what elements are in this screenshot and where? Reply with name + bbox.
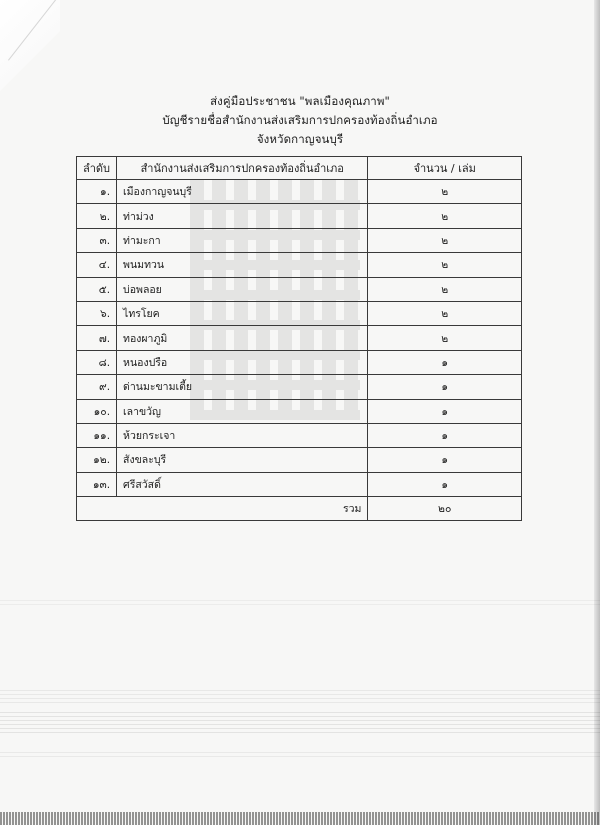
row-number: ๙. [77, 375, 117, 399]
row-number: ๑๒. [77, 448, 117, 472]
column-header-quantity: จำนวน / เล่ม [368, 157, 522, 180]
book-quantity: ๒ [368, 301, 522, 325]
scan-streak [0, 752, 600, 760]
row-number: ๓. [77, 228, 117, 252]
table-row [77, 350, 522, 374]
total-quantity: ๒๐ [368, 497, 522, 521]
table-row [77, 375, 522, 399]
book-quantity: ๒ [368, 180, 522, 204]
book-quantity: ๑ [368, 399, 522, 423]
book-quantity: ๒ [368, 277, 522, 301]
book-quantity: ๒ [368, 204, 522, 228]
office-list-table [76, 156, 522, 521]
office-name: เลาขวัญ [117, 399, 368, 423]
column-header-no: ลำดับ [77, 157, 117, 180]
table-row [77, 180, 522, 204]
row-number: ๑๓. [77, 472, 117, 496]
book-quantity: ๑ [368, 448, 522, 472]
scan-streak [0, 600, 600, 608]
table-header-row [77, 157, 522, 180]
row-number: ๒. [77, 204, 117, 228]
scan-streak [0, 690, 600, 706]
office-name: เมืองกาญจนบุรี [117, 180, 368, 204]
row-number: ๔. [77, 253, 117, 277]
table-row [77, 448, 522, 472]
total-row [77, 497, 522, 521]
row-number: ๑๑. [77, 423, 117, 447]
office-name: หนองปรือ [117, 350, 368, 374]
book-quantity: ๒ [368, 228, 522, 252]
scan-streak [0, 712, 600, 734]
table-row [77, 204, 522, 228]
office-name: ทองผาภูมิ [117, 326, 368, 350]
row-number: ๗. [77, 326, 117, 350]
table-row [77, 253, 522, 277]
book-quantity: ๑ [368, 423, 522, 447]
document-title: ส่งคู่มือประชาชน "พลเมืองคุณภาพ" [210, 94, 390, 108]
book-quantity: ๒ [368, 253, 522, 277]
book-quantity: ๑ [368, 472, 522, 496]
column-header-office: สำนักงานส่งเสริมการปกครองท้องถิ่นอำเภอ [117, 157, 368, 180]
row-number: ๘. [77, 350, 117, 374]
office-name: ท่ามะกา [117, 228, 368, 252]
province-name: จังหวัดกาญจนบุรี [256, 132, 344, 146]
table-row [77, 423, 522, 447]
book-quantity: ๑ [368, 350, 522, 374]
office-name: พนมทวน [117, 253, 368, 277]
office-name: ท่าม่วง [117, 204, 368, 228]
table-row [77, 301, 522, 325]
row-number: ๑๐. [77, 399, 117, 423]
office-name: สังขละบุรี [117, 448, 368, 472]
row-number: ๑. [77, 180, 117, 204]
office-name: ศรีสวัสดิ์ [117, 472, 368, 496]
document-subtitle: บัญชีรายชื่อสำนักงานส่งเสริมการปกครองท้องถิ่นอำเภอ [162, 113, 438, 127]
document-header [0, 92, 600, 149]
book-quantity: ๒ [368, 326, 522, 350]
table-row [77, 277, 522, 301]
row-number: ๕. [77, 277, 117, 301]
office-name: ห้วยกระเจา [117, 423, 368, 447]
office-name: ด่านมะขามเตี้ย [117, 375, 368, 399]
scan-streak [0, 812, 600, 825]
table-row [77, 399, 522, 423]
office-name: ไทรโยค [117, 301, 368, 325]
table-row [77, 228, 522, 252]
row-number: ๖. [77, 301, 117, 325]
book-quantity: ๑ [368, 375, 522, 399]
office-name: บ่อพลอย [117, 277, 368, 301]
table-row [77, 472, 522, 496]
table-row [77, 326, 522, 350]
total-label: รวม [77, 497, 368, 521]
